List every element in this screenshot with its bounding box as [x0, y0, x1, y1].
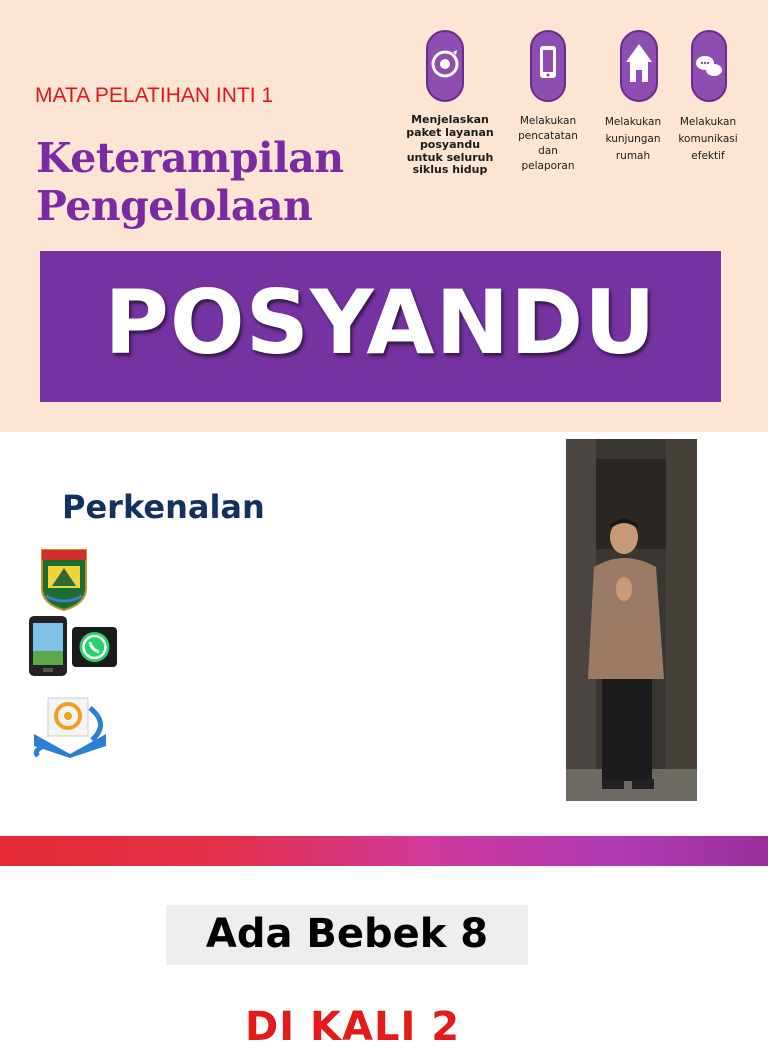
- title-slide: [0, 0, 768, 432]
- regional-logo-icon: [40, 548, 88, 617]
- chat-icon: [691, 30, 727, 102]
- icon-caption-3: Melakukan kunjungan rumah: [604, 116, 662, 162]
- icon-caption-1: Menjelaskan paket layanan posyandu untuk seluruh siklus hidup: [406, 113, 494, 177]
- riddle-box: [166, 905, 528, 965]
- whatsapp-icon: [72, 627, 117, 672]
- course-title: [36, 134, 344, 230]
- cycle-icon: [426, 30, 464, 102]
- icon-caption-4: Melakukan komunikasi efektif: [678, 116, 738, 162]
- section-divider: [0, 836, 768, 866]
- email-icon: [30, 694, 112, 765]
- phone-icon: [530, 30, 566, 102]
- icon-caption-2: Melakukan pencatatan dan pelaporan: [518, 115, 578, 172]
- riddle-text: Ada Bebek 8: [205, 911, 489, 957]
- title-banner: [40, 251, 721, 402]
- mobile-phone-icon: [28, 615, 68, 682]
- presenter-photo: [566, 439, 697, 801]
- banner-text: POSYANDU: [104, 271, 657, 374]
- course-subtitle: MATA PELATIHAN INTI 1: [35, 84, 274, 107]
- title-line-1: Keterampilan: [36, 134, 344, 182]
- title-line-2: Pengelolaan: [36, 182, 313, 230]
- intro-heading: Perkenalan: [62, 488, 265, 526]
- riddle-red-text: DI KALI 2: [245, 1004, 461, 1050]
- intro-slide: [0, 432, 768, 836]
- home-visit-icon: [620, 30, 658, 102]
